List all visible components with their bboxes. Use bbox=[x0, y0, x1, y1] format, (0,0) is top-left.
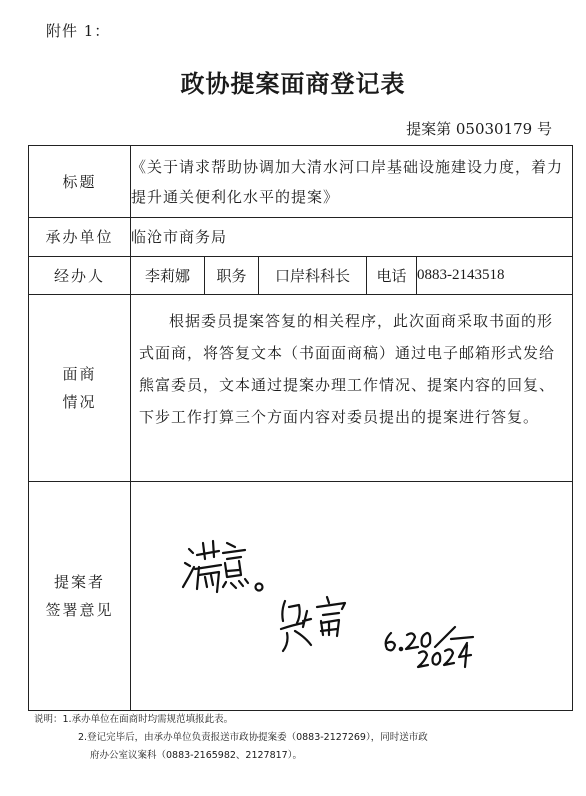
meeting-label bbox=[29, 295, 131, 482]
registration-form bbox=[28, 145, 573, 711]
unit-value: 临沧市商务局 bbox=[131, 218, 573, 257]
note-line-1: 说明：1.承办单位在面商时均需规范填报此表。 bbox=[34, 714, 234, 725]
handwritten-signature-mark bbox=[281, 597, 345, 651]
handler-name: 李莉娜 bbox=[131, 257, 205, 295]
handwritten-date-mark bbox=[386, 627, 473, 667]
attachment-label: 附件 1： bbox=[46, 22, 111, 40]
subject-row bbox=[29, 146, 573, 218]
handwritten-opinion-mark bbox=[183, 541, 263, 592]
subject-label: 标题 bbox=[29, 146, 131, 218]
handler-row bbox=[29, 257, 573, 295]
meeting-row bbox=[29, 295, 573, 482]
position-label: 职务 bbox=[205, 257, 259, 295]
handler-label: 经办人 bbox=[29, 257, 131, 295]
note-line-3: 府办公室议案科（0883-2165982、2127817）。 bbox=[90, 750, 302, 761]
handwriting-image bbox=[131, 483, 571, 709]
proposal-number: 提案第 05030179 号 bbox=[406, 120, 552, 138]
position-value: 口岸科科长 bbox=[259, 257, 367, 295]
notes bbox=[34, 711, 428, 765]
unit-label: 承办单位 bbox=[29, 218, 131, 257]
meeting-content bbox=[131, 295, 573, 482]
signature-area bbox=[131, 483, 572, 709]
phone-label: 电话 bbox=[367, 257, 417, 295]
opinion-label-line1: 提案者 bbox=[53, 573, 105, 591]
opinion-label bbox=[29, 482, 131, 711]
opinion-label-line2: 签署意见 bbox=[45, 601, 114, 619]
meeting-label-line1: 面商 bbox=[62, 365, 97, 383]
phone-value: 0883-2143518 bbox=[417, 257, 573, 295]
unit-row bbox=[29, 218, 573, 257]
opinion-row bbox=[29, 482, 573, 711]
meeting-text: 根据委员提案答复的相关程序，此次面商采取书面的形式面商，将答复文本（书面面商稿）通过电子邮箱形式发给熊富委员，文本通过提案办理工作情况、提案内容的回复、下步工作打算三个方面内容对委员提出的提案进行答复。 bbox=[139, 312, 556, 426]
subject-value: 《关于请求帮助协调加大清水河口岸基础设施建设力度，着力提升通关便利化水平的提案》 bbox=[131, 146, 573, 218]
meeting-label-line2: 情况 bbox=[62, 393, 97, 411]
note-line-2: 2.登记完毕后，由承办单位负责报送市政协提案委（0883-2127269），同时送市政 bbox=[78, 732, 428, 743]
signature-cell bbox=[131, 482, 573, 711]
page-title: 政协提案面商登记表 bbox=[180, 69, 406, 98]
